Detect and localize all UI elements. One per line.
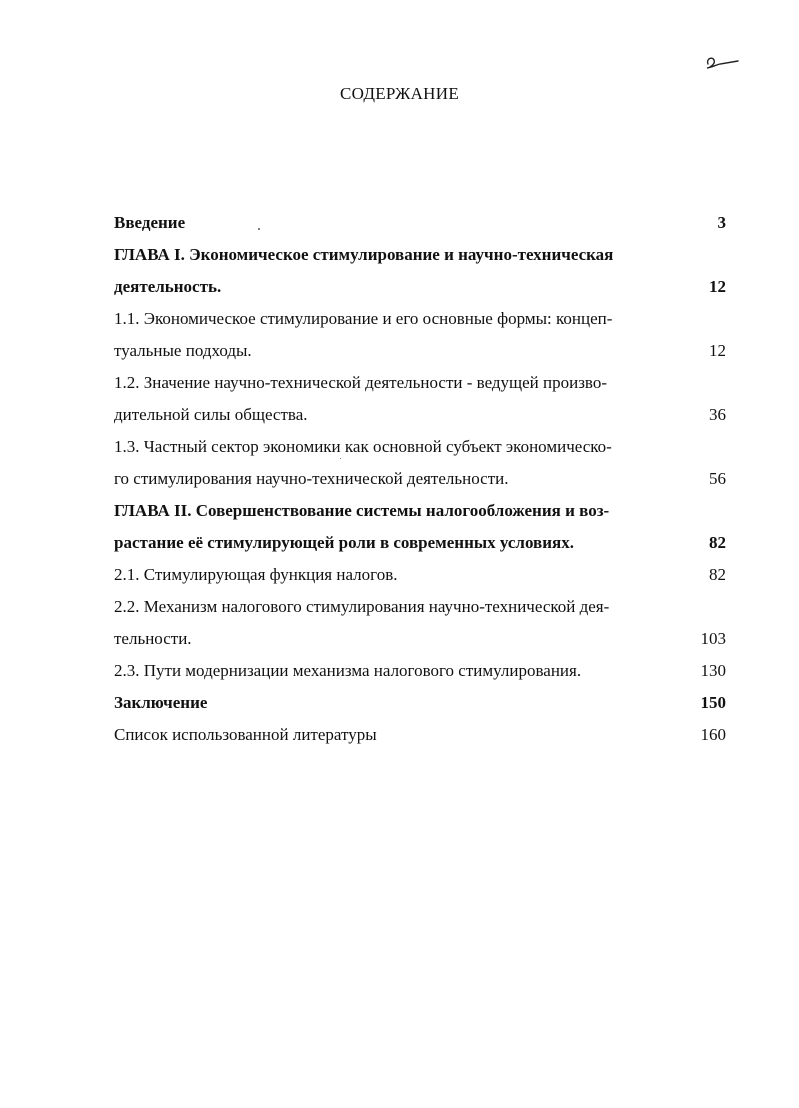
toc-entry-text: тельности. — [114, 629, 192, 648]
toc-entry-text: 1.1. Экономическое стимулирование и его основные формы: концеп- — [114, 309, 613, 328]
toc-entry-line — [114, 623, 726, 655]
toc-entry-text: Введение — [114, 213, 186, 232]
toc-entry-line — [114, 463, 726, 495]
toc-entry-text: ГЛАВА II. Совершенствование системы налогообложения и воз- — [114, 501, 610, 520]
toc-entry-line — [114, 271, 726, 303]
toc-entry-line — [114, 719, 726, 751]
toc-entry-line — [114, 207, 726, 239]
scan-speck — [258, 228, 260, 230]
toc-entry-line — [114, 303, 726, 335]
toc-page-number: 103 — [700, 629, 726, 648]
toc-entry-text: Список использованной литературы — [114, 725, 377, 744]
toc-entry-line — [114, 527, 726, 559]
handwritten-page-number — [700, 50, 744, 74]
toc-entry-text: ГЛАВА I. Экономическое стимулирование и научно-техническая — [114, 245, 614, 264]
toc-entry-text: растание её стимулирующей роли в современных условиях. — [114, 533, 574, 552]
toc-page-number: 3 — [717, 213, 726, 232]
toc-page-number: 82 — [709, 565, 726, 584]
toc-entry-line — [114, 591, 726, 623]
toc-entry-text: 2.1. Стимулирующая функция налогов. — [114, 565, 398, 584]
table-of-contents — [114, 207, 726, 751]
toc-entry-text: 1.2. Значение научно-технической деятельности - ведущей произво- — [114, 373, 607, 392]
toc-page-number: 36 — [709, 405, 726, 424]
toc-entry-text: 2.2. Механизм налогового стимулирования научно-технической дея- — [114, 597, 610, 616]
toc-entry-line — [114, 335, 726, 367]
toc-page-number: 160 — [700, 725, 726, 744]
toc-page-number: 12 — [709, 341, 726, 360]
toc-page-number: 130 — [700, 661, 726, 680]
toc-page-number: 82 — [709, 533, 726, 552]
toc-page-number: 12 — [709, 277, 726, 296]
scan-speck — [340, 458, 341, 459]
toc-entry-text: Заключение — [114, 693, 208, 712]
toc-entry-line — [114, 495, 726, 527]
toc-entry-text: деятельность. — [114, 277, 222, 296]
toc-entry-text: го стимулирования научно-технической деятельности. — [114, 469, 509, 488]
toc-entry-line — [114, 399, 726, 431]
toc-entry-text: туальные подходы. — [114, 341, 252, 360]
toc-page-number: 56 — [709, 469, 726, 488]
toc-entry-text: 1.3. Частный сектор экономики как основной субъект экономическо- — [114, 437, 612, 456]
toc-entry-line — [114, 367, 726, 399]
toc-entry-line — [114, 559, 726, 591]
toc-entry-line — [114, 431, 726, 463]
page-title: СОДЕРЖАНИЕ — [339, 84, 460, 103]
toc-entry-text: 2.3. Пути модернизации механизма налогового стимулирования. — [114, 661, 582, 680]
toc-entry-line — [114, 687, 726, 719]
toc-page-number: 150 — [700, 693, 726, 712]
toc-entry-text: дительной силы общества. — [114, 405, 308, 424]
toc-entry-line — [114, 655, 726, 687]
toc-entry-line — [114, 239, 726, 271]
